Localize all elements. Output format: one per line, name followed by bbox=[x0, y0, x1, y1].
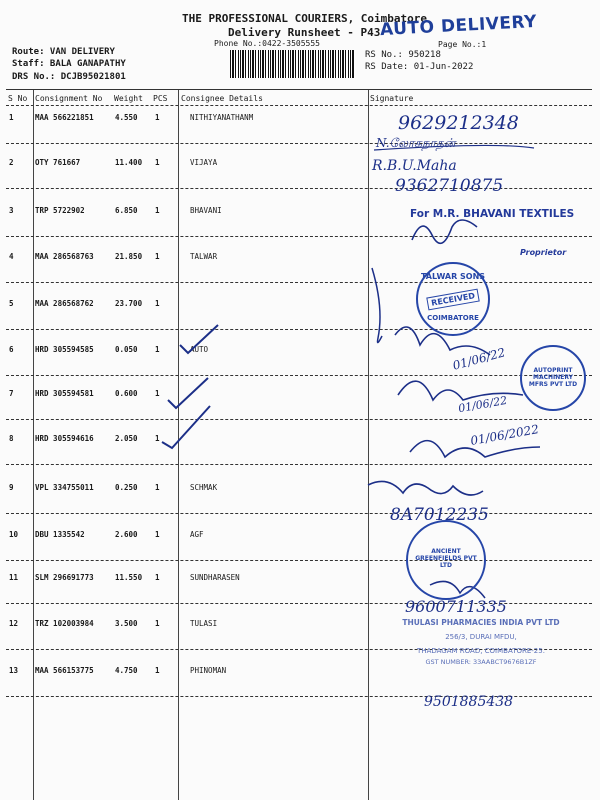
cell-consignee: SCHMAK bbox=[190, 483, 218, 492]
signature-stroke bbox=[412, 220, 477, 243]
col-signature: Signature bbox=[370, 94, 414, 103]
greenfields-stamp bbox=[406, 520, 486, 600]
signature-phone-1: 9629212348 bbox=[398, 112, 519, 134]
cell-cn: MAA 566153775 bbox=[35, 666, 94, 675]
cell-cn: MAA 566221851 bbox=[35, 113, 94, 122]
cell-weight: 2.600 bbox=[115, 530, 138, 539]
cell-weight: 11.400 bbox=[115, 158, 143, 167]
cell-consignee: TALWAR bbox=[190, 252, 218, 261]
tick-mark bbox=[168, 378, 208, 408]
cell-weight: 11.550 bbox=[115, 573, 143, 582]
cell-sno: 5 bbox=[9, 299, 14, 308]
cell-sno: 4 bbox=[9, 252, 14, 261]
signature-date-7: 01/06/22 bbox=[457, 393, 509, 416]
cell-pcs: 1 bbox=[155, 299, 160, 308]
bracket-stroke bbox=[372, 268, 382, 343]
cell-pcs: 1 bbox=[155, 483, 160, 492]
thulasi-line-1: THULASI PHARMACIES INDIA PVT LTD bbox=[402, 618, 560, 627]
cell-weight: 0.050 bbox=[115, 345, 138, 354]
cell-pcs: 1 bbox=[155, 434, 160, 443]
cell-pcs: 1 bbox=[155, 345, 160, 354]
rs-number: RS No.: 950218 bbox=[365, 50, 441, 60]
signature-phone-11: 9600711335 bbox=[405, 597, 507, 616]
cell-weight: 3.500 bbox=[115, 619, 138, 628]
cell-sno: 9 bbox=[9, 483, 14, 492]
autoprint-stamp bbox=[520, 345, 586, 411]
cell-consignee: NITHIYANATHANM bbox=[190, 113, 254, 122]
cell-weight: 2.050 bbox=[115, 434, 138, 443]
cell-cn: HRD 305594616 bbox=[35, 434, 94, 443]
stamp-text-bottom: COIMBATORE bbox=[427, 314, 479, 322]
signature-name-1: N.லோகநாதன் bbox=[376, 136, 456, 150]
route: Route: VAN DELIVERY bbox=[12, 47, 115, 57]
cell-pcs: 1 bbox=[155, 573, 160, 582]
cell-sno: 8 bbox=[9, 434, 14, 443]
thulasi-line-4: GST NUMBER: 33AABCT9676B1ZF bbox=[425, 658, 537, 666]
cell-weight: 4.750 bbox=[115, 666, 138, 675]
signature-phone-9: 8A7012235 bbox=[390, 505, 489, 525]
cell-sno: 2 bbox=[9, 158, 14, 167]
cell-sno: 13 bbox=[9, 666, 19, 675]
cell-cn: DBU 1335542 bbox=[35, 530, 85, 539]
cell-cn: TRZ 102003984 bbox=[35, 619, 94, 628]
bhavani-stamp: For M.R. BHAVANI TEXTILES bbox=[410, 208, 575, 220]
col-sno: S No bbox=[8, 94, 28, 103]
cell-consignee: AUTO bbox=[190, 345, 209, 354]
cell-consignee: AGF bbox=[190, 530, 204, 539]
stamp-received: RECEIVED bbox=[426, 289, 480, 311]
cell-pcs: 1 bbox=[155, 113, 160, 122]
cell-cn: HRD 305594581 bbox=[35, 389, 94, 398]
thulasi-line-3: THADAGAM ROAD, COIMBATORE-25. bbox=[417, 647, 545, 655]
signature-name-2: R.B.U.Maha bbox=[372, 158, 457, 174]
cell-weight: 0.250 bbox=[115, 483, 138, 492]
signature-stroke bbox=[368, 481, 483, 495]
greenfields-text: ANCIENT GREENFIELDS PVT LTD bbox=[415, 548, 477, 569]
cell-cn: TRP 5722902 bbox=[35, 206, 85, 215]
cell-consignee: PHINOMAN bbox=[190, 666, 227, 675]
signature-date-6: 01/06/22 bbox=[451, 345, 507, 373]
col-consignment: Consignment No bbox=[35, 94, 103, 103]
drs-number: DRS No.: DCJB95021801 bbox=[12, 72, 126, 82]
cell-cn: MAA 286568762 bbox=[35, 299, 94, 308]
cell-weight: 23.700 bbox=[115, 299, 143, 308]
autoprint-text: AUTOPRINT MACHINERY MFRS PVT LTD bbox=[528, 367, 578, 388]
cell-sno: 3 bbox=[9, 206, 14, 215]
cell-weight: 0.600 bbox=[115, 389, 138, 398]
col-weight: Weight bbox=[114, 94, 143, 103]
cell-pcs: 1 bbox=[155, 389, 160, 398]
cell-cn: OTY 761667 bbox=[35, 158, 81, 167]
runsheet-subtitle: Delivery Runsheet - P43 bbox=[228, 26, 381, 39]
cell-pcs: 1 bbox=[155, 530, 160, 539]
col-consignee: Consignee Details bbox=[181, 94, 263, 103]
phone-number: Phone No.:0422-3505555 bbox=[214, 39, 320, 48]
cell-consignee: VIJAYA bbox=[190, 158, 218, 167]
rs-date: RS Date: 01-Jun-2022 bbox=[365, 62, 474, 72]
courier-title: THE PROFESSIONAL COURIERS, Coimbatore bbox=[182, 12, 428, 25]
cell-sno: 1 bbox=[9, 113, 14, 122]
cell-pcs: 1 bbox=[155, 158, 160, 167]
stamp-text-top: TALWAR SONS bbox=[420, 272, 486, 281]
proprietor-label: Proprietor bbox=[520, 248, 567, 257]
cell-sno: 12 bbox=[9, 619, 19, 628]
signature-phone-13: 9501885438 bbox=[424, 694, 514, 710]
cell-pcs: 1 bbox=[155, 252, 160, 261]
cell-sno: 11 bbox=[9, 573, 19, 582]
signature-phone-2: 9362710875 bbox=[395, 176, 504, 196]
cell-sno: 7 bbox=[9, 389, 14, 398]
cell-sno: 10 bbox=[9, 530, 19, 539]
cell-weight: 4.550 bbox=[115, 113, 138, 122]
cell-pcs: 1 bbox=[155, 666, 160, 675]
thulasi-stamp bbox=[386, 618, 576, 666]
cell-cn: HRD 305594585 bbox=[35, 345, 94, 354]
cell-consignee: BHAVANI bbox=[190, 206, 222, 215]
cell-pcs: 1 bbox=[155, 206, 160, 215]
cell-consignee: TULASI bbox=[190, 619, 218, 628]
cell-pcs: 1 bbox=[155, 619, 160, 628]
cell-cn: SLM 296691773 bbox=[35, 573, 94, 582]
tick-mark bbox=[180, 325, 218, 353]
cell-cn: MAA 286568763 bbox=[35, 252, 94, 261]
cell-weight: 6.850 bbox=[115, 206, 138, 215]
cell-weight: 21.850 bbox=[115, 252, 143, 261]
cell-sno: 6 bbox=[9, 345, 14, 354]
cell-cn: VPL 334755011 bbox=[35, 483, 94, 492]
page-number: Page No.:1 bbox=[438, 40, 487, 49]
staff: Staff: BALA GANAPATHY bbox=[12, 59, 126, 69]
auto-delivery-stamp: AUTO DELIVERY bbox=[379, 11, 538, 41]
signature-date-8: 01/06/2022 bbox=[469, 422, 540, 448]
tick-mark bbox=[162, 406, 210, 448]
col-pcs: PCS bbox=[153, 94, 168, 103]
talwar-sons-stamp bbox=[416, 262, 490, 336]
cell-consignee: SUNDHARASEN bbox=[190, 573, 240, 582]
thulasi-line-2: 256/3, DURAI MFDU, bbox=[445, 633, 517, 641]
